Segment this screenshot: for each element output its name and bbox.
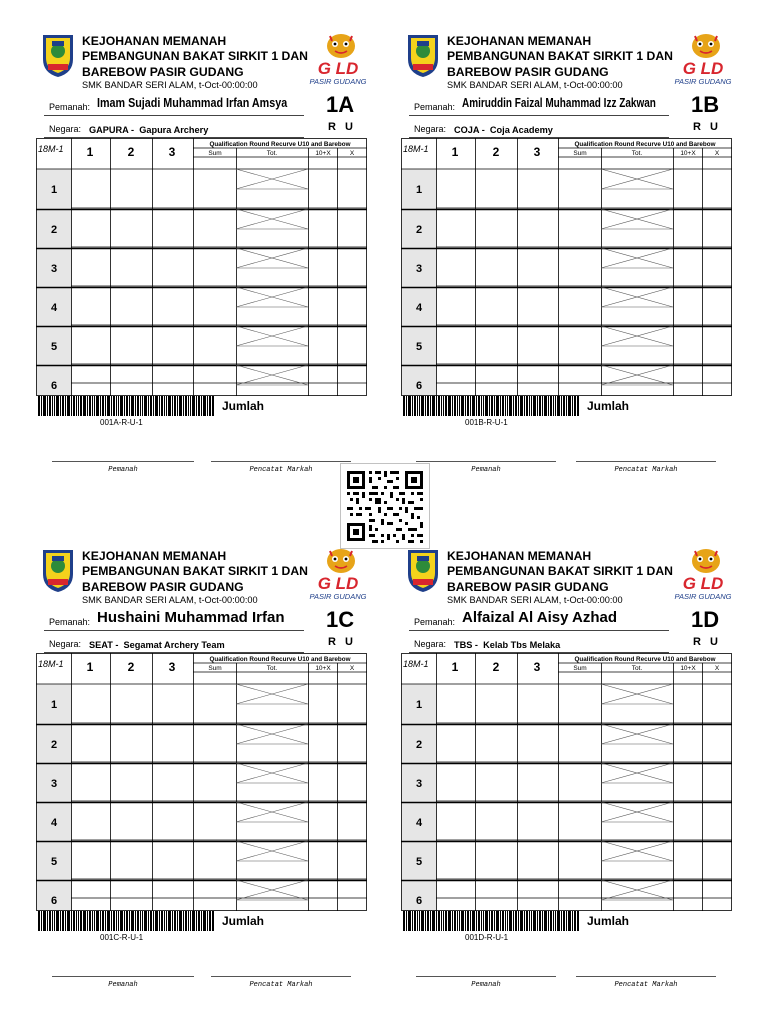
arrow-col-2: 2 <box>127 660 135 674</box>
country-value <box>89 125 208 135</box>
score-card <box>36 545 368 942</box>
score-card <box>36 30 368 427</box>
category-label: Qualification Round Recurve U10 and Barebow <box>209 656 351 663</box>
target-number: 1D <box>691 607 720 632</box>
target-number: 1C <box>326 607 355 632</box>
card-code: 001A-R-U-1 <box>100 418 143 427</box>
distance-label: 18M-1 <box>38 659 64 669</box>
end-number: 6 <box>50 895 58 907</box>
target-number: 1A <box>326 92 355 117</box>
signature-scorer: Pencatat Markah <box>211 976 351 989</box>
tens-col: 10+X <box>680 665 696 672</box>
archer-label: Pemanah: <box>414 617 456 627</box>
gold-mascot-logo <box>308 545 368 605</box>
round-code: R U <box>328 636 356 648</box>
end-number: 5 <box>415 856 423 868</box>
archer-label: Pemanah: <box>414 102 456 112</box>
country-code: TBS - <box>454 640 478 650</box>
arrow-col-3: 3 <box>533 145 541 159</box>
arrow-col-2: 2 <box>492 145 500 159</box>
country-code: COJA - <box>454 125 485 135</box>
end-number: 5 <box>415 341 423 353</box>
event-title: KEJOHANAN MEMANAH PEMBANGUNAN BAKAT SIRKIT 1 DAN BAREBOW PASIR GUDANG <box>447 34 673 79</box>
tens-col: 10+X <box>680 150 696 157</box>
gold-mascot-logo <box>308 30 368 90</box>
venue-text: SMK BANDAR SERI ALAM, t-Oct-00:00:00 <box>447 595 623 605</box>
venue-text: SMK BANDAR SERI ALAM, t-Oct-00:00:00 <box>82 80 258 90</box>
total-col: Tot. <box>631 150 643 157</box>
svg-text:G LD: G LD <box>317 59 359 78</box>
country-value <box>454 640 560 650</box>
svg-text:G LD: G LD <box>682 574 724 593</box>
archer-underline <box>44 630 304 631</box>
end-number: 2 <box>415 224 423 236</box>
gold-mascot-logo <box>673 30 733 90</box>
country-label: Negara: <box>49 124 82 134</box>
country-label: Negara: <box>414 639 447 649</box>
arrow-col-3: 3 <box>533 660 541 674</box>
sum-col: Sum <box>208 150 222 157</box>
round-code: R U <box>693 636 721 648</box>
country-name: Kelab Tbs Melaka <box>483 640 561 650</box>
country-label: Negara: <box>49 639 82 649</box>
x-col: X <box>349 150 355 157</box>
end-number: 1 <box>415 184 423 196</box>
venue-text: SMK BANDAR SERI ALAM, t-Oct-00:00:00 <box>82 595 258 605</box>
end-number: 4 <box>50 817 58 829</box>
arrow-col-1: 1 <box>86 660 94 674</box>
end-number: 2 <box>50 224 58 236</box>
total-col: Tot. <box>266 665 278 672</box>
archer-underline <box>409 115 669 116</box>
target-number: 1B <box>691 92 720 117</box>
signature-scorer: Pencatat Markah <box>576 461 716 474</box>
score-table <box>36 653 368 911</box>
category-label: Qualification Round Recurve U10 and Barebow <box>574 141 716 148</box>
gold-mascot-logo <box>673 545 733 605</box>
score-table <box>36 138 368 396</box>
signature-archer: Pemanah <box>416 461 556 474</box>
score-card <box>401 545 733 942</box>
archer-name: Amiruddin Faizal Muhammad Izz Zakwan <box>462 96 656 110</box>
x-col: X <box>349 665 355 672</box>
end-number: 5 <box>50 856 58 868</box>
arrow-col-3: 3 <box>168 145 176 159</box>
sum-col: Sum <box>573 150 587 157</box>
sum-col: Sum <box>208 665 222 672</box>
crest-logo <box>406 33 440 79</box>
signature-archer: Pemanah <box>416 976 556 989</box>
end-number: 3 <box>415 263 423 275</box>
end-number: 6 <box>415 895 423 907</box>
distance-label: 18M-1 <box>403 144 429 154</box>
tens-col: 10+X <box>315 665 331 672</box>
country-name: Coja Academy <box>489 125 553 135</box>
round-code: R U <box>693 121 721 133</box>
arrow-col-2: 2 <box>492 660 500 674</box>
end-number: 3 <box>50 263 58 275</box>
crest-logo <box>406 548 440 594</box>
end-number: 6 <box>50 380 58 392</box>
barcode <box>403 911 579 931</box>
score-table <box>401 138 733 396</box>
end-number: 1 <box>50 184 58 196</box>
venue-text: SMK BANDAR SERI ALAM, t-Oct-00:00:00 <box>447 80 623 90</box>
distance-label: 18M-1 <box>38 144 64 154</box>
barcode <box>403 396 579 416</box>
end-number: 3 <box>50 778 58 790</box>
x-col: X <box>714 665 720 672</box>
end-number: 6 <box>415 380 423 392</box>
archer-name: Hushaini Muhammad Irfan <box>97 609 285 626</box>
end-number: 4 <box>415 817 423 829</box>
archer-label: Pemanah: <box>49 102 91 112</box>
score-card <box>401 30 733 427</box>
arrow-col-1: 1 <box>451 145 459 159</box>
x-col: X <box>714 150 720 157</box>
total-label: Jumlah <box>587 914 630 928</box>
tens-col: 10+X <box>315 150 331 157</box>
sum-col: Sum <box>573 665 587 672</box>
barcode <box>38 396 214 416</box>
archer-underline <box>44 115 304 116</box>
end-number: 4 <box>50 302 58 314</box>
country-code: GAPURA - <box>89 125 135 135</box>
country-value <box>89 640 225 650</box>
event-title: KEJOHANAN MEMANAH PEMBANGUNAN BAKAT SIRKIT 1 DAN BAREBOW PASIR GUDANG <box>82 34 308 79</box>
total-label: Jumlah <box>587 399 630 413</box>
archer-name: Imam Sujadi Muhammad Irfan Amsya <box>97 96 288 110</box>
signature-scorer: Pencatat Markah <box>211 461 351 474</box>
signature-archer: Pemanah <box>52 976 194 989</box>
archer-underline <box>409 630 669 631</box>
total-label: Jumlah <box>222 399 265 413</box>
round-code: R U <box>328 121 356 133</box>
archer-name: Alfaizal Al Aisy Azhad <box>462 609 618 626</box>
end-number: 5 <box>50 341 58 353</box>
arrow-col-1: 1 <box>451 660 459 674</box>
svg-text:G LD: G LD <box>317 574 359 593</box>
svg-text:PASIR GUDANG: PASIR GUDANG <box>674 77 732 86</box>
country-value <box>454 125 553 135</box>
end-number: 3 <box>415 778 423 790</box>
arrow-col-3: 3 <box>168 660 176 674</box>
score-table <box>401 653 733 911</box>
country-code: SEAT - <box>89 640 119 650</box>
svg-text:PASIR GUDANG: PASIR GUDANG <box>309 592 367 601</box>
signature-archer: Pemanah <box>52 461 194 474</box>
country-name: Segamat Archery Team <box>123 640 225 650</box>
end-number: 1 <box>50 699 58 711</box>
total-col: Tot. <box>266 150 278 157</box>
barcode <box>38 911 214 931</box>
crest-logo <box>41 33 75 79</box>
signature-scorer: Pencatat Markah <box>576 976 716 989</box>
end-number: 2 <box>415 739 423 751</box>
event-title: KEJOHANAN MEMANAH PEMBANGUNAN BAKAT SIRKIT 1 DAN BAREBOW PASIR GUDANG <box>82 549 308 594</box>
qr-code <box>340 463 430 549</box>
total-col: Tot. <box>631 665 643 672</box>
svg-text:PASIR GUDANG: PASIR GUDANG <box>674 592 732 601</box>
category-label: Qualification Round Recurve U10 and Barebow <box>574 656 716 663</box>
country-name: Gapura Archery <box>139 125 209 135</box>
country-label: Negara: <box>414 124 447 134</box>
card-code: 001D-R-U-1 <box>465 933 509 942</box>
crest-logo <box>41 548 75 594</box>
arrow-col-2: 2 <box>127 145 135 159</box>
total-label: Jumlah <box>222 914 265 928</box>
end-number: 1 <box>415 699 423 711</box>
card-code: 001C-R-U-1 <box>100 933 144 942</box>
category-label: Qualification Round Recurve U10 and Barebow <box>209 141 351 148</box>
event-title: KEJOHANAN MEMANAH PEMBANGUNAN BAKAT SIRKIT 1 DAN BAREBOW PASIR GUDANG <box>447 549 673 594</box>
archer-label: Pemanah: <box>49 617 91 627</box>
end-number: 4 <box>415 302 423 314</box>
end-number: 2 <box>50 739 58 751</box>
svg-text:G LD: G LD <box>682 59 724 78</box>
card-code: 001B-R-U-1 <box>465 418 508 427</box>
svg-text:PASIR GUDANG: PASIR GUDANG <box>309 77 367 86</box>
arrow-col-1: 1 <box>86 145 94 159</box>
distance-label: 18M-1 <box>403 659 429 669</box>
